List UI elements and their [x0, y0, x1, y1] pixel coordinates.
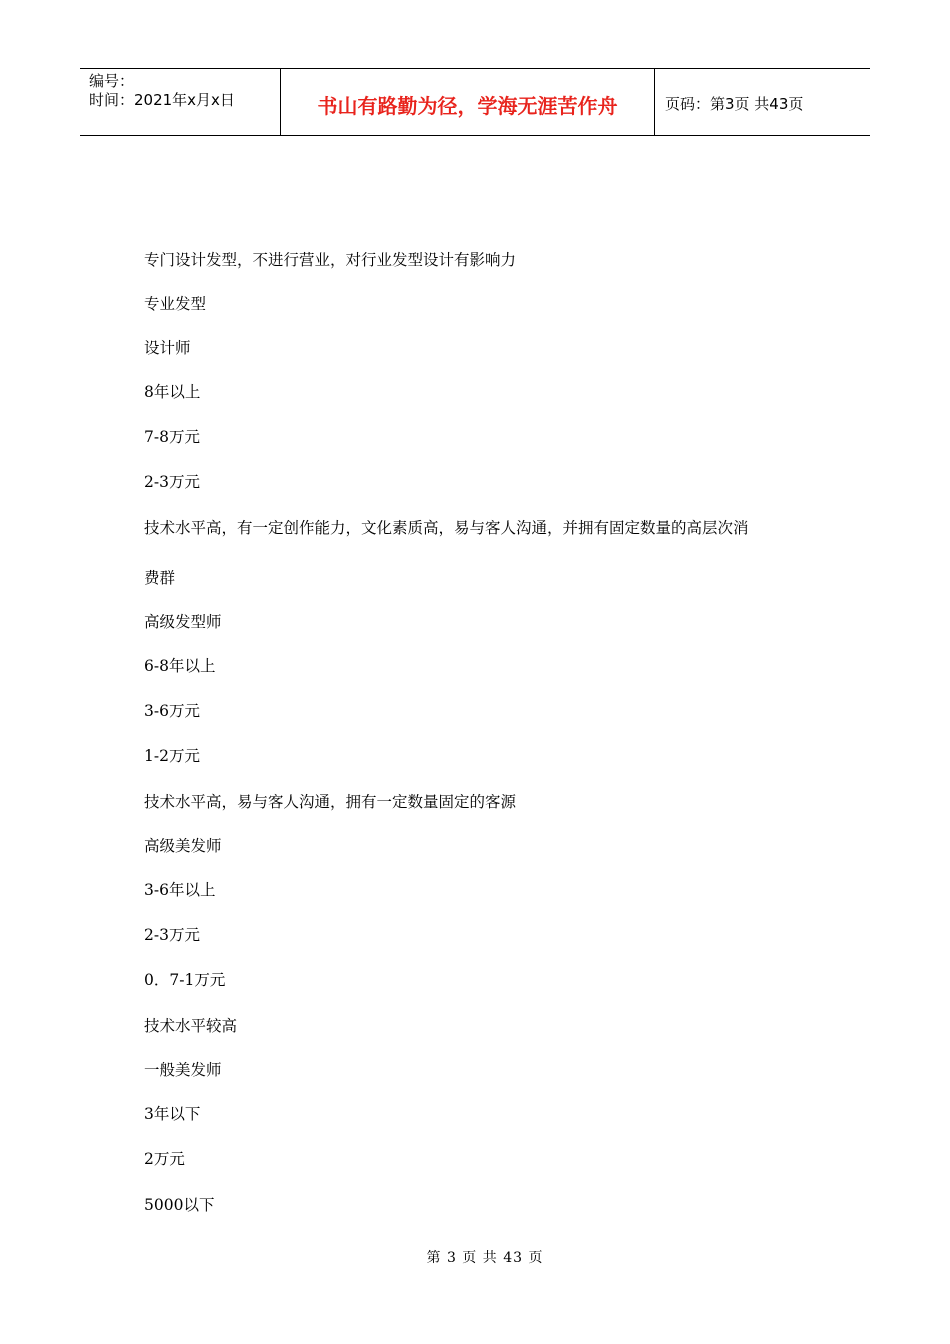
body-line: 1-2万元: [144, 747, 200, 765]
body-line: 2-3万元: [144, 926, 200, 944]
body-line: 专门设计发型，不进行营业，对行业发型设计有影响力: [144, 251, 517, 269]
header-page-number: 页码：第3页 共43页: [665, 94, 804, 113]
body-line: 0．7-1万元: [144, 971, 226, 989]
body-line: 2万元: [144, 1150, 185, 1168]
body-line: 3-6年以上: [144, 881, 216, 899]
header-motto: 书山有路勤为径，学海无涯苦作舟: [281, 69, 655, 135]
body-line: 一般美发师: [144, 1061, 222, 1079]
page-footer: 第 3 页 共 43 页: [426, 1250, 544, 1266]
page-header: [80, 68, 870, 136]
document-number-label: 编号：: [89, 72, 135, 90]
body-line: 高级美发师: [144, 837, 222, 855]
document-date-label: 时间：2021年x月x日: [89, 91, 235, 109]
body-line: 专业发型: [144, 295, 207, 313]
body-line: 2-3万元: [144, 473, 200, 491]
header-meta-cell: [80, 69, 281, 135]
body-line: 5000以下: [144, 1196, 215, 1214]
body-line: 8年以上: [144, 383, 201, 401]
body-line: 技术水平较高: [144, 1017, 238, 1035]
body-line: 7-8万元: [144, 428, 200, 446]
body-line: 6-8年以上: [144, 657, 216, 675]
body-line: 3-6万元: [144, 702, 200, 720]
body-line: 3年以下: [144, 1105, 201, 1123]
body-line: 费群: [144, 569, 176, 587]
body-line: 技术水平高，易与客人沟通，拥有一定数量固定的客源: [144, 793, 517, 811]
body-line: 技术水平高，有一定创作能力，文化素质高，易与客人沟通，并拥有固定数量的高层次消: [144, 519, 749, 537]
body-line: 设计师: [144, 339, 191, 357]
body-line: 高级发型师: [144, 613, 222, 631]
